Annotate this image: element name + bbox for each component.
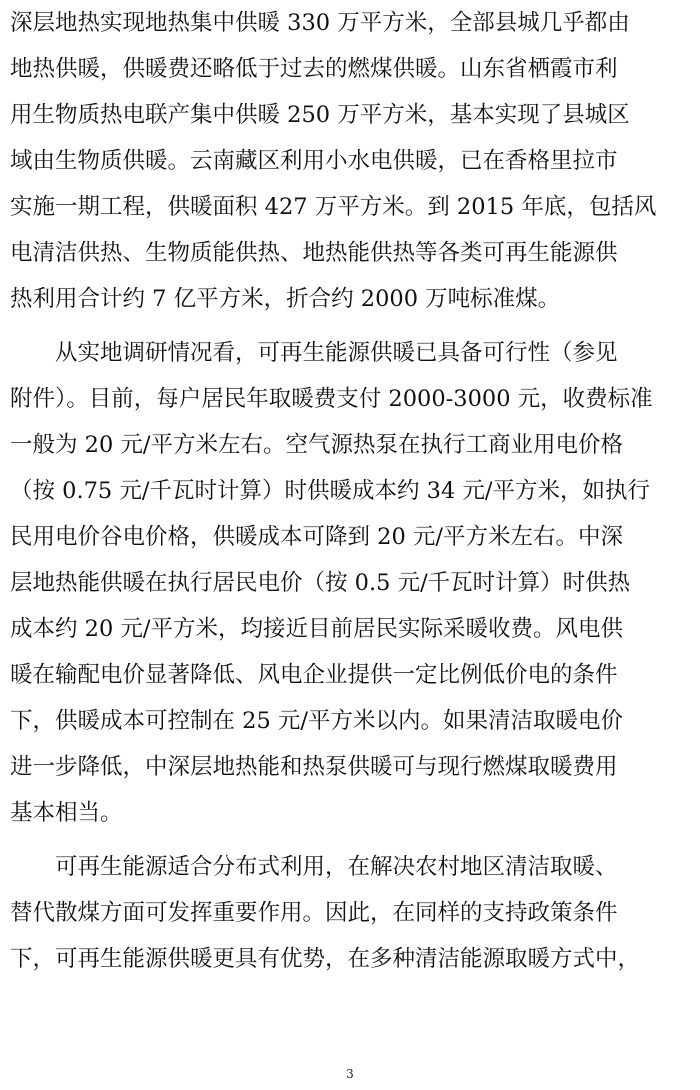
text-line: 一般为 20 元/平方米左右。空气源热泵在执行工商业用电价格 [10, 432, 624, 458]
text-line: 进一步降低，中深层地热能和热泵供暖可与现行燃煤取暖费用 [10, 754, 618, 780]
text-line: 用生物质热电联产集中供暖 250 万平方米，基本实现了县城区 [10, 102, 630, 128]
text-line: （按 0.75 元/千瓦时计算）时供暖成本约 34 元/平方米，如执行 [10, 478, 650, 504]
text-line: 基本相当。 [10, 800, 123, 826]
text-line: 深层地热实现地热集中供暖 330 万平方米，全部县城几乎都由 [10, 10, 630, 36]
paragraph-gap [10, 836, 690, 844]
text-line: 域由生物质供暖。云南藏区利用小水电供暖，已在香格里拉市 [10, 148, 618, 174]
page-number: 3 [346, 1067, 354, 1081]
paragraph-3 [10, 844, 690, 982]
text-line: 替代散煤方面可发挥重要作用。因此，在同样的支持政策条件 [10, 900, 618, 926]
text-line: 热利用合计约 7 亿平方米，折合约 2000 万吨标准煤。 [10, 286, 561, 312]
text-line: 电清洁供热、生物质能供热、地热能供热等各类可再生能源供 [10, 240, 618, 266]
paragraph-2 [10, 330, 690, 836]
text-line: 从实地调研情况看，可再生能源供暖已具备可行性（参见 [55, 340, 618, 366]
document-body [10, 0, 690, 982]
text-line: 实施一期工程，供暖面积 427 万平方米。到 2015 年底，包括风 [10, 194, 657, 220]
text-line: 地热供暖，供暖费还略低于过去的燃煤供暖。山东省栖霞市利 [10, 56, 618, 82]
text-line: 民用电价谷电价格，供暖成本可降到 20 元/平方米左右。中深 [10, 524, 624, 550]
text-line: 暖在输配电价显著降低、风电企业提供一定比例低价电的条件 [10, 662, 618, 688]
text-line: 层地热能供暖在执行居民电价（按 0.5 元/千瓦时计算）时供热 [10, 570, 631, 596]
text-line: 下，供暖成本可控制在 25 元/平方米以内。如果清洁取暖电价 [10, 708, 624, 734]
paragraph-1 [10, 0, 690, 322]
text-line: 下，可再生能源供暖更具有优势，在多种清洁能源取暖方式中， [10, 946, 641, 972]
text-line: 附件）。目前，每户居民年取暖费支付 2000-3000 元，收费标准 [10, 386, 653, 412]
text-line: 成本约 20 元/平方米，均接近目前居民实际采暖收费。风电供 [10, 616, 624, 642]
paragraph-gap [10, 322, 690, 330]
text-line: 可再生能源适合分布式利用，在解决农村地区清洁取暖、 [55, 854, 618, 880]
